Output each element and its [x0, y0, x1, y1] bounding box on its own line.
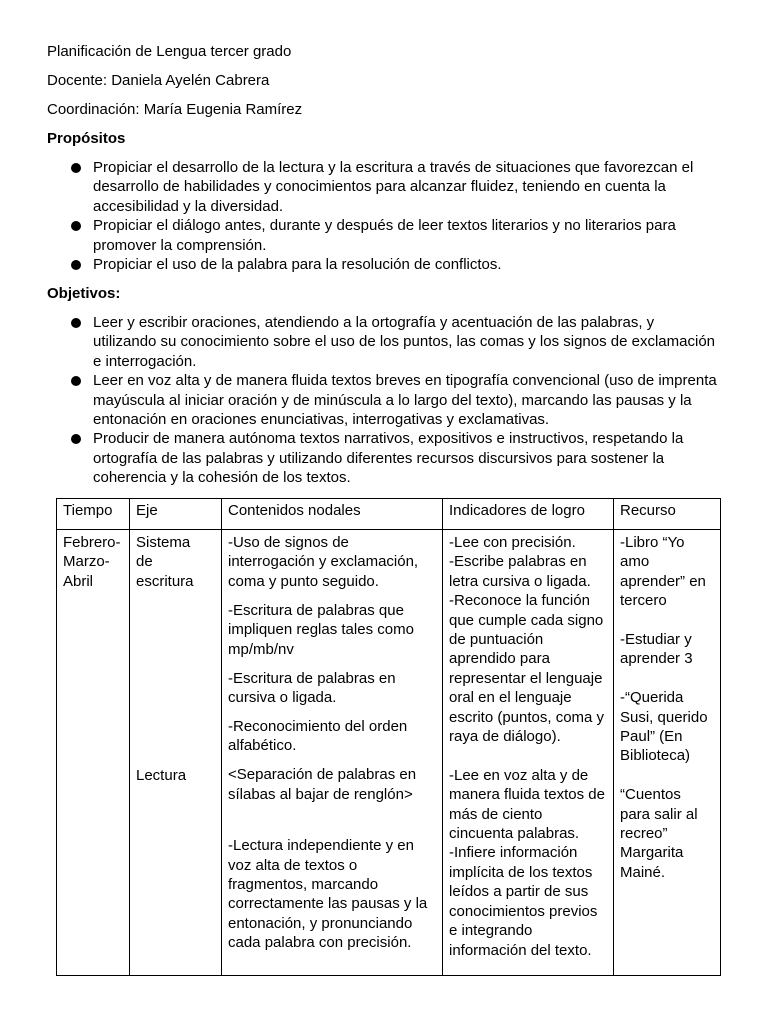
- indicadores-cell: [443, 530, 614, 976]
- list-item-text: Propiciar el uso de la palabra para la resolución de conflictos.: [93, 256, 502, 274]
- recurso-item: -“Querida Susi, querido Paul” (En Biblioteca): [620, 689, 708, 765]
- recurso-item: “Cuentos para salir al recreo” Margarita Mainé.: [620, 786, 698, 881]
- indicador-item: -Escribe palabras en letra cursiva o ligada.: [449, 553, 591, 590]
- bullet-icon: [71, 221, 81, 231]
- planning-table: [56, 498, 721, 976]
- list-item: [47, 255, 722, 274]
- eje-cell: [130, 530, 222, 976]
- column-header-recurso: Recurso: [614, 499, 721, 530]
- column-header-eje: Eje: [130, 499, 222, 530]
- column-header-tiempo: Tiempo: [57, 499, 130, 530]
- eje-line: escritura: [136, 572, 194, 590]
- contenido-item: -Lectura independiente y en voz alta de textos o fragmentos, marcando correctamente las pausas y la entonación, y pronunciando cada palabra con precisión.: [228, 837, 428, 952]
- objectives-heading: Objetivos:: [47, 285, 121, 303]
- tiempo-line: Abril: [63, 572, 94, 590]
- list-item-text: Producir de manera autónoma textos narrativos, expositivos e instructivos, respetando la ortografía de las palabras y utilizando diferentes recursos discursivos para sostener la coherencia y la cohesión de los textos.: [93, 430, 684, 487]
- eje-lectura: Lectura: [136, 767, 187, 785]
- contenidos-cell: [222, 530, 443, 976]
- bullet-icon: [71, 434, 81, 444]
- recurso-cell: [614, 530, 721, 976]
- bullet-icon: [71, 163, 81, 173]
- objectives-list: [47, 313, 722, 488]
- contenido-item: -Reconocimiento del orden alfabético.: [228, 718, 408, 755]
- list-item-text: Leer y escribir oraciones, atendiendo a la ortografía y acentuación de las palabras, y utilizando su conocimiento sobre el uso de los puntos, las comas y los signos de exclamación e interrogación.: [93, 314, 716, 370]
- list-item: [47, 158, 722, 216]
- bullet-icon: [71, 318, 81, 328]
- list-item: [47, 429, 722, 487]
- recurso-item: -Estudiar y aprender 3: [620, 631, 693, 668]
- eje-line: Sistema: [136, 534, 191, 551]
- table-header-row: [57, 499, 721, 530]
- indicador-item: -Infiere información implícita de los textos leídos a partir de sus conocimientos previos e integrando información del texto.: [449, 844, 598, 959]
- list-item: [47, 216, 722, 255]
- purposes-list: [47, 158, 722, 274]
- list-item-text: Leer en voz alta y de manera fluida textos breves en tipografía convencional (uso de imprenta mayúscula al iniciar oración y de minúscula a lo largo del texto), marcando las pausas y la entonación en oraciones enunciativas, interrogativas y exclamativas.: [93, 372, 717, 429]
- indicador-item: -Reconoce la función que cumple cada signo de puntuación aprendido para representar el lenguaje oral en el lenguaje escrito (puntos, coma y raya de diálogo).: [449, 592, 605, 746]
- contenido-item: <Separación de palabras en sílabas al bajar de renglón>: [228, 766, 417, 803]
- list-item: [47, 313, 722, 371]
- recurso-item: -Libro “Yo amo aprender” en tercero: [620, 534, 706, 610]
- contenido-item: -Escritura de palabras que impliquen reglas tales como mp/mb/nv: [228, 601, 414, 658]
- list-item-text: Propiciar el diálogo antes, durante y después de leer textos literarios y no literarios para promover la comprensión.: [93, 217, 676, 254]
- tiempo-line: Marzo-: [63, 553, 110, 571]
- contenido-item: -Uso de signos de interrogación y exclamación, coma y punto seguido.: [228, 534, 419, 590]
- document-title: Planificación de Lengua tercer grado: [47, 43, 292, 60]
- column-header-indicadores: Indicadores de logro: [443, 499, 614, 530]
- column-header-contenidos: Contenidos nodales: [222, 499, 443, 530]
- teacher-line: Docente: Daniela Ayelén Cabrera: [47, 72, 270, 89]
- table-row: [57, 530, 721, 976]
- bullet-icon: [71, 260, 81, 270]
- coordination-line: Coordinación: María Eugenia Ramírez: [47, 101, 303, 118]
- indicador-item: -Lee en voz alta y de manera fluida textos de más de ciento cincuenta palabras.: [449, 766, 605, 843]
- bullet-icon: [71, 376, 81, 386]
- list-item: [47, 371, 722, 429]
- contenido-item: -Escritura de palabras en cursiva o ligada.: [228, 669, 396, 707]
- tiempo-line: Febrero-: [63, 534, 121, 551]
- indicador-item: -Lee con precisión.: [449, 534, 576, 551]
- purposes-heading: Propósitos: [47, 130, 126, 147]
- list-item-text: Propiciar el desarrollo de la lectura y la escritura a través de situaciones que favorezcan el desarrollo de habilidades y conocimientos para alcanzar fluidez, teniendo en cuenta la accesibilidad y la diversidad.: [93, 159, 694, 215]
- tiempo-cell: [57, 530, 130, 976]
- eje-line: de: [136, 553, 153, 571]
